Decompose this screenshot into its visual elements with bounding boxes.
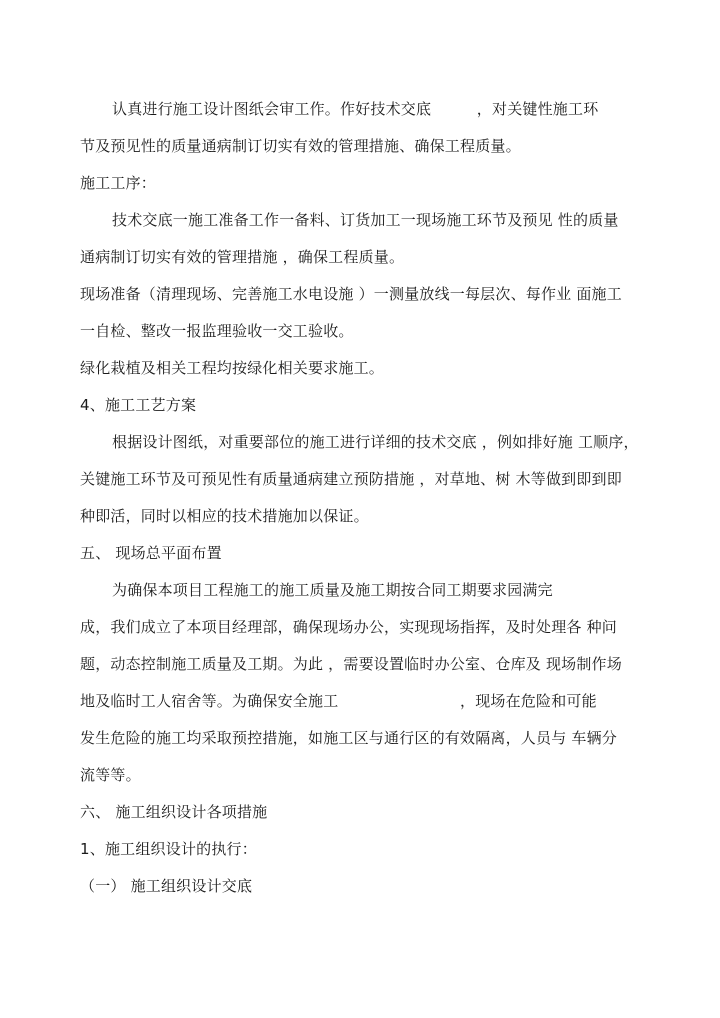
subsection-heading: （一） 施工组织设计交底: [80, 877, 253, 895]
paragraph-line: 种即活，同时以相应的技术措施加以保证。: [80, 507, 369, 525]
paragraph-line: 为确保本项目工程施工的施工质量及施工期按合同工期要求园满完: [112, 581, 553, 599]
paragraph-line: 关键施工环节及可预见性有质量通病建立预防措施 ，对草地、树 木等做到即到即: [80, 470, 622, 488]
paragraph-line: 根据设计图纸，对重要部位的施工进行详细的技术交底 ，例如排好施 工顺序，: [112, 433, 639, 451]
paragraph-line: 发生危险的施工均采取预控措施，如施工区与通行区的有效隔离，人员与 车辆分: [80, 729, 617, 747]
section-label: 施工工序：: [80, 174, 157, 192]
paragraph-line: 现场准备（清理现场、完善施工水电设施 ）一测量放线一每层次、每作业 面施工: [80, 285, 622, 303]
paragraph-line: 一自检、整改一报监理验收一交工验收。: [80, 322, 354, 340]
paragraph-line: 题，动态控制施工质量及工期。为此 ，需要设置临时办公室、仓库及 现场制作场: [80, 655, 622, 673]
section-heading: 六、 施工组织设计各项措施: [80, 803, 268, 821]
paragraph-line: 流等等。: [80, 766, 141, 784]
paragraph-line: 认真进行施工设计图纸会审工作。作好技术交底 ，对关键性施工环: [112, 100, 599, 118]
section-heading: 4、施工工艺方案: [80, 396, 197, 414]
paragraph-line: 成，我们成立了本项目经理部，确保现场办公，实现现场指挥，及时处理各 种问: [80, 618, 617, 636]
paragraph-line: 绿化栽植及相关工程均按绿化相关要求施工。: [80, 359, 385, 377]
paragraph-line: 节及预见性的质量通病制订切实有效的管理措施、确保工程质量。: [80, 137, 521, 155]
section-heading: 五、 现场总平面布置: [80, 544, 222, 562]
paragraph-line: 通病制订切实有效的管理措施 ，确保工程质量。: [80, 248, 405, 266]
paragraph-line: 地及临时工人宿舍等。为确保安全施工 ，现场在危险和可能: [80, 692, 597, 710]
subsection-heading: 1、施工组织设计的执行：: [80, 840, 257, 858]
paragraph-line: 技术交底一施工准备工作一备料、订货加工一现场施工环节及预见 性的质量: [112, 211, 619, 229]
